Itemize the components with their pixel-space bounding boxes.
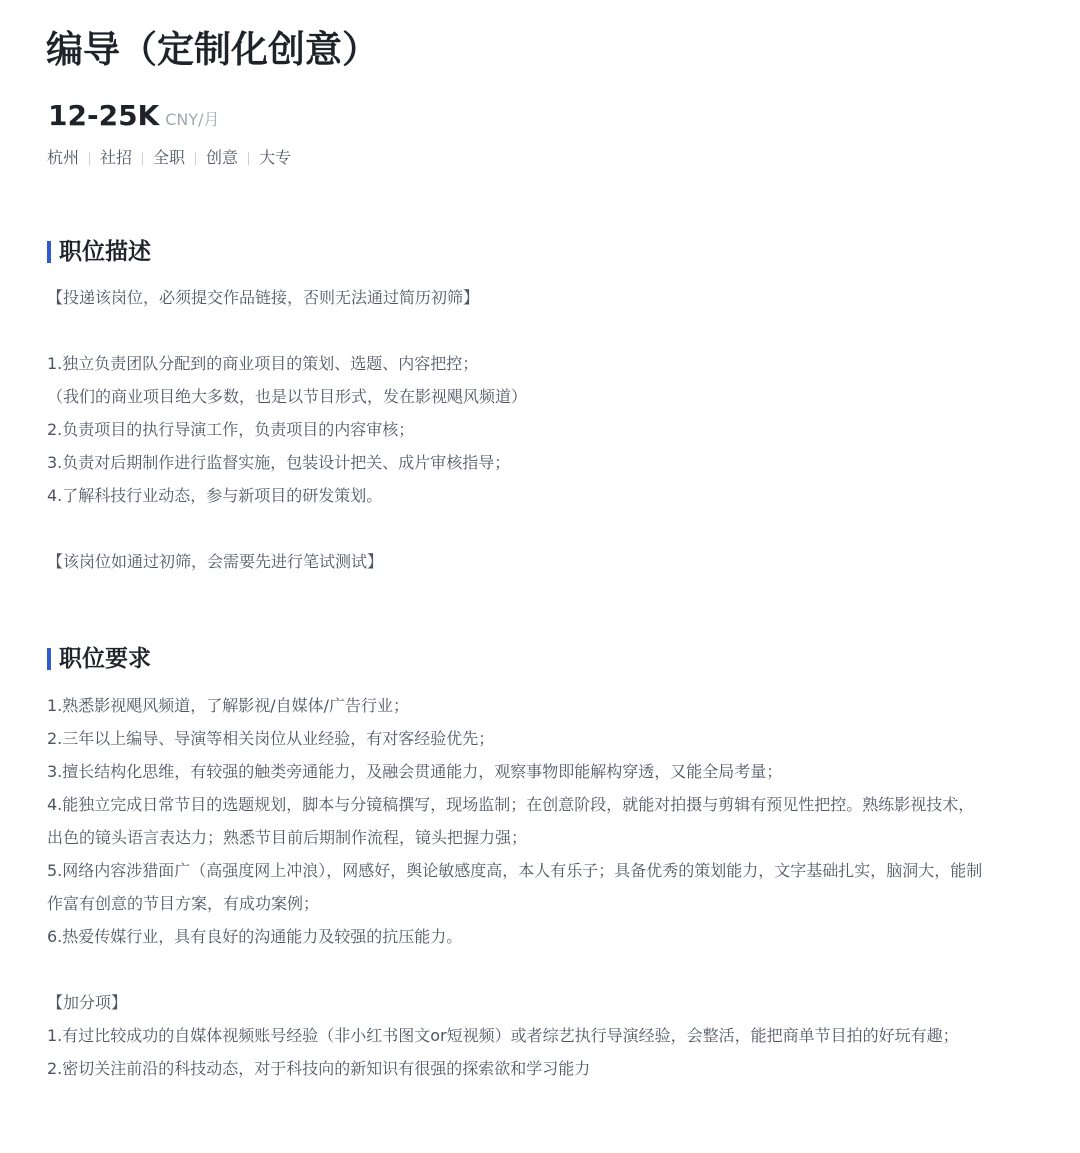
heading-accent-bar: [47, 241, 51, 263]
tag-employment-type: 全职: [153, 148, 186, 167]
description-notice-top: 【投递该岗位，必须提交作品链接，否则无法通过简历初筛】: [47, 288, 480, 307]
description-heading-text: 职位描述: [59, 239, 151, 265]
tag-education: 大专: [259, 148, 292, 167]
requirement-item: 6.热爱传媒行业，具有良好的沟通能力及较强的抗压能力。: [47, 927, 463, 946]
tag-divider: [248, 152, 249, 165]
tag-divider: [89, 152, 90, 165]
tag-recruit-type: 社招: [100, 148, 133, 167]
requirements-heading: [47, 644, 151, 674]
salary-unit: CNY/月: [165, 110, 220, 129]
bonus-item: 2.密切关注前沿的科技动态，对于科技向的新知识有很强的探索欲和学习能力: [47, 1059, 591, 1078]
requirement-item: 1.熟悉影视飓风频道，了解影视/自媒体/广告行业；: [47, 696, 410, 715]
requirements-heading-text: 职位要求: [59, 646, 151, 672]
description-heading: [47, 237, 151, 267]
description-item: 1.独立负责团队分配到的商业项目的策划、选题、内容把控；: [47, 354, 479, 373]
description-item: 2.负责项目的执行导演工作，负责项目的内容审核；: [47, 420, 415, 439]
description-content: [47, 281, 987, 578]
description-item: 4.了解科技行业动态，参与新项目的研发策划。: [47, 486, 383, 505]
tag-divider: [142, 152, 143, 165]
requirement-item: 4.能独立完成日常节目的选题规划，脚本与分镜稿撰写，现场监制；在创意阶段，就能对拍摄与剪辑有预见性把控。熟练影视技术，出色的镜头语言表达力；熟悉节目前后期制作流程，镜头把握力强；: [47, 795, 975, 847]
salary-amount: 12-25K: [48, 99, 160, 132]
description-item: （我们的商业项目绝大多数，也是以节目形式，发在影视飓风频道）: [47, 387, 528, 406]
description-notice-bottom: 【该岗位如通过初筛，会需要先进行笔试测试】: [47, 552, 384, 571]
spacer: [47, 314, 987, 347]
requirement-item: 5.网络内容涉猎面广（高强度网上冲浪），网感好，舆论敏感度高，本人有乐子；具备优秀的策划能力，文字基础扎实，脑洞大，能制作富有创意的节目方案，有成功案例；: [47, 861, 983, 913]
job-title: 编导（定制化创意）: [46, 28, 379, 71]
job-tags: [47, 146, 291, 170]
spacer: [47, 512, 987, 545]
tag-divider: [195, 152, 196, 165]
salary-row: [48, 96, 220, 136]
description-item: 3.负责对后期制作进行监督实施，包装设计把关、成片审核指导；: [47, 453, 511, 472]
tag-location: 杭州: [47, 148, 80, 167]
bonus-heading: 【加分项】: [47, 993, 128, 1012]
requirements-content: [47, 689, 987, 1085]
requirement-item: 3.擅长结构化思维，有较强的触类旁通能力，及融会贯通能力，观察事物即能解构穿透，又能全局考量；: [47, 762, 783, 781]
bonus-item: 1.有过比较成功的自媒体视频账号经验（非小红书图文or短视频）或者综艺执行导演经验，会整活，能把商单节目拍的好玩有趣；: [47, 1026, 959, 1045]
tag-category: 创意: [206, 148, 239, 167]
heading-accent-bar: [47, 648, 51, 670]
spacer: [47, 953, 987, 986]
requirement-item: 2.三年以上编导、导演等相关岗位从业经验，有对客经验优先；: [47, 729, 495, 748]
